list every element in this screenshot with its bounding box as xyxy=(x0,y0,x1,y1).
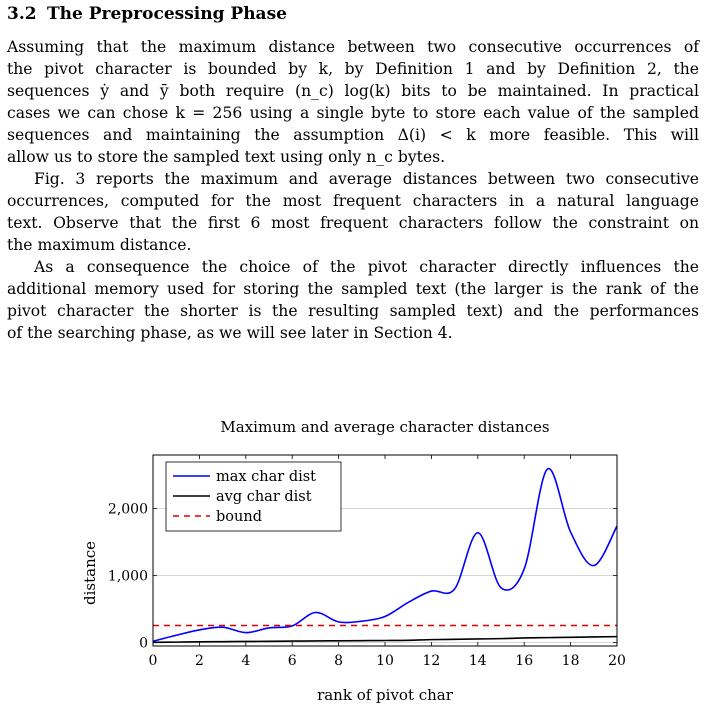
text-line: pivot character the shorter is the resulting sampled text) and the performances xyxy=(7,302,699,320)
x-tick-label: 14 xyxy=(468,653,487,669)
legend-label: bound xyxy=(216,509,262,525)
section-number: 3.2 xyxy=(7,4,37,24)
text-line: sequences ẏ and ȳ both require (n_c) log(k) bits to be maintained. In practical xyxy=(7,82,699,100)
x-tick-label: 12 xyxy=(422,653,441,669)
x-tick-label: 18 xyxy=(561,653,580,669)
x-axis-label: rank of pivot char xyxy=(317,686,453,704)
text-line: of the searching phase, as we will see later in Section 4. xyxy=(7,324,453,342)
text-line: Assuming that the maximum distance between two consecutive occurrences of xyxy=(7,38,699,56)
x-tick-label: 6 xyxy=(287,653,297,669)
y-tick-label: 2,000 xyxy=(107,501,148,518)
section-heading xyxy=(7,4,287,24)
text-line: additional memory used for storing the sampled text (the larger is the rank of the xyxy=(7,280,699,298)
legend-label: max char dist xyxy=(216,469,317,485)
x-tick-label: 8 xyxy=(334,653,344,669)
x-tick-label: 0 xyxy=(148,653,158,669)
text-line: text. Observe that the first 6 most frequent characters follow the constraint on xyxy=(7,214,699,232)
text-line: sequences and maintaining the assumption Δ(i) < k more feasible. This will xyxy=(7,126,699,144)
y-axis-label: distance xyxy=(81,540,99,606)
paragraph-1 xyxy=(7,36,699,168)
paragraph-3 xyxy=(7,256,699,344)
text-line: the maximum distance. xyxy=(7,236,192,254)
paragraph-2 xyxy=(7,168,699,256)
y-tick-label: 0 xyxy=(139,635,148,652)
x-tick-label: 10 xyxy=(376,653,394,669)
text-line: occurrences, computed for the most frequent characters in a natural language xyxy=(7,192,699,210)
legend-label: avg char dist xyxy=(216,489,312,505)
chart-title: Maximum and average character distances xyxy=(220,418,550,436)
figure-chart xyxy=(0,410,706,708)
text-line: cases we can chose k = 256 using a single byte to store each value of the sampled xyxy=(7,104,699,122)
text-line: Fig. 3 reports the maximum and average distances between two consecutive xyxy=(34,170,699,188)
section-title: The Preprocessing Phase xyxy=(47,4,287,24)
x-tick-label: 2 xyxy=(194,653,204,669)
x-tick-label: 20 xyxy=(608,653,626,669)
text-line: As a consequence the choice of the pivot character directly influences the xyxy=(34,258,699,276)
x-tick-label: 16 xyxy=(515,653,534,669)
line-chart xyxy=(0,410,706,708)
body-text xyxy=(7,36,699,344)
text-line: the pivot character is bounded by k, by Definition 1 and by Definition 2, the xyxy=(7,60,699,78)
x-tick-label: 4 xyxy=(241,653,251,669)
series-line-avg-char-dist xyxy=(153,637,617,643)
text-line: allow us to store the sampled text using only n_c bytes. xyxy=(7,148,446,166)
y-tick-label: 1,000 xyxy=(107,568,148,585)
legend xyxy=(166,462,341,531)
